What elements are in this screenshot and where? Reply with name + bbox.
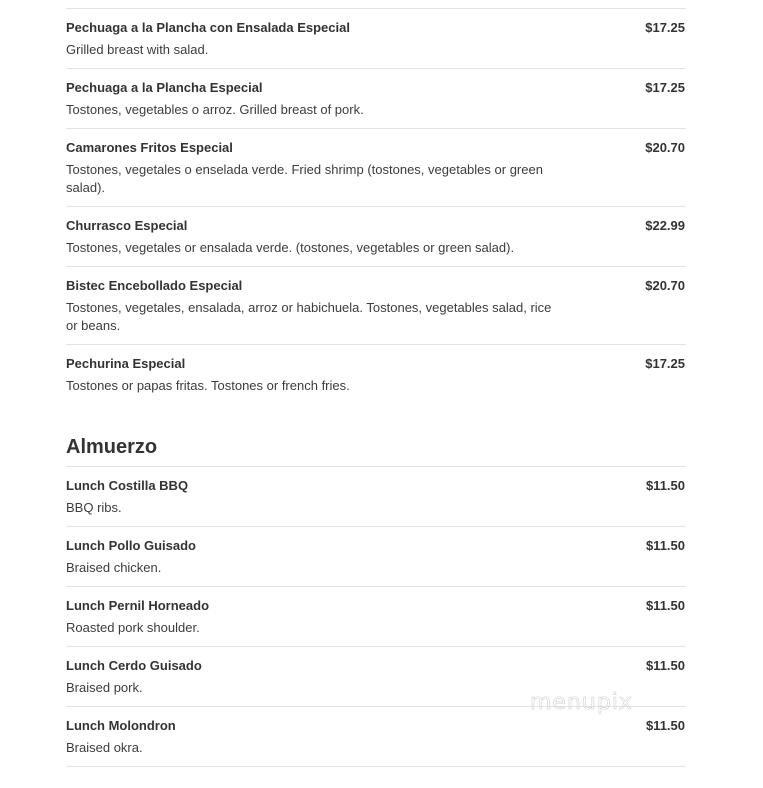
item-price: $17.25 <box>645 20 685 35</box>
menu-item <box>66 128 686 206</box>
item-description: Tostones, vegetales or ensalada verde. (tostones, vegetables or green salad). <box>66 240 515 255</box>
item-description: Braised chicken. <box>66 560 162 575</box>
item-description: Braised pork. <box>66 680 143 695</box>
divider <box>66 766 686 767</box>
item-name: Churrasco Especial <box>66 218 188 233</box>
item-name: Bistec Encebollado Especial <box>66 278 243 293</box>
menu-item <box>66 344 686 404</box>
menu-item <box>66 68 686 128</box>
menu-item <box>66 586 686 646</box>
item-name: Pechuaga a la Plancha Especial <box>66 80 263 95</box>
item-price: $11.50 <box>645 718 685 733</box>
item-price: $11.50 <box>645 478 685 493</box>
item-price: $20.70 <box>645 278 685 293</box>
item-description: Grilled breast with salad. <box>66 42 209 57</box>
item-name: Camarones Fritos Especial <box>66 140 233 155</box>
item-description: Tostones or papas fritas. Tostones or french fries. <box>66 378 350 393</box>
item-description: Braised okra. <box>66 740 143 755</box>
item-name: Lunch Costilla BBQ <box>66 478 189 493</box>
item-name: Lunch Pernil Horneado <box>66 598 210 613</box>
item-name: Lunch Molondron <box>66 718 176 733</box>
item-name: Lunch Cerdo Guisado <box>66 658 202 673</box>
item-name: Lunch Pollo Guisado <box>66 538 196 553</box>
item-price: $20.70 <box>645 140 685 155</box>
menu-item <box>66 526 686 586</box>
menu-item <box>66 706 686 766</box>
item-description: Tostones, vegetales o enselada verde. Fried shrimp (tostones, vegetables or green salad). <box>66 162 543 195</box>
menupix-watermark: menupix <box>530 690 633 715</box>
section-heading: Almuerzo <box>66 436 158 458</box>
item-price: $11.50 <box>645 658 685 673</box>
menu-item <box>66 266 686 344</box>
menu-item <box>66 466 686 526</box>
item-name: Pechurina Especial <box>66 356 186 371</box>
item-price: $17.25 <box>645 356 685 371</box>
item-price: $11.50 <box>645 538 685 553</box>
menu-item <box>66 206 686 266</box>
item-description: Tostones, vegetales, ensalada, arroz or habichuela. Tostones, vegetables salad, rice or beans. <box>66 300 552 333</box>
item-description: Roasted pork shoulder. <box>66 620 200 635</box>
item-price: $17.25 <box>645 80 685 95</box>
menu-item <box>66 8 686 68</box>
item-description: BBQ ribs. <box>66 500 122 515</box>
menu-list <box>66 8 686 767</box>
item-name: Pechuaga a la Plancha con Ensalada Especial <box>66 20 350 35</box>
item-description: Tostones, vegetables o arroz. Grilled breast of pork. <box>66 102 364 117</box>
item-price: $11.50 <box>645 598 685 613</box>
item-price: $22.99 <box>645 218 685 233</box>
